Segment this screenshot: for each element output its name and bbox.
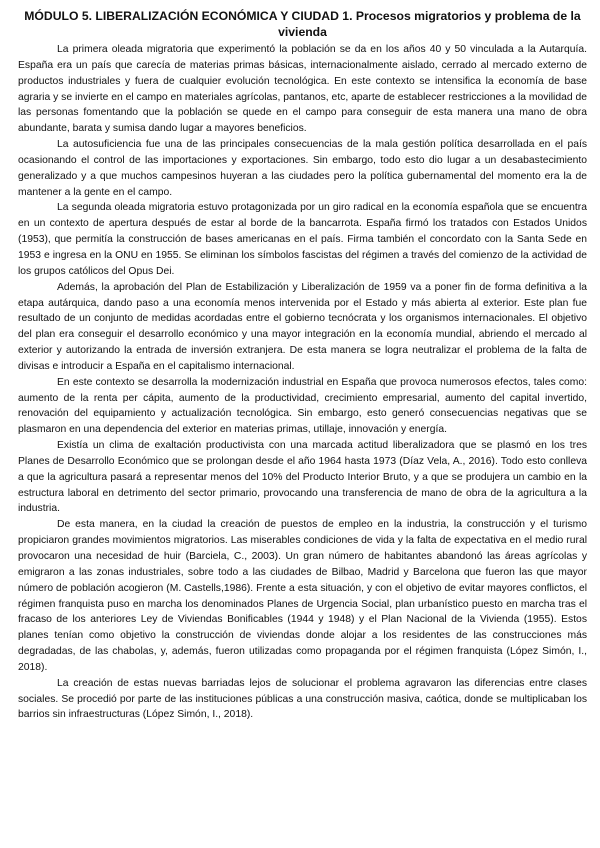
document-title: MÓDULO 5. LIBERALIZACIÓN ECONÓMICA Y CIUDAD 1. Procesos migratorios y problema de la vivienda	[24, 9, 581, 39]
paragraph-1: La primera oleada migratoria que experimentó la población se da en los años 40 y 50 vinculada a la Autarquía. España era un país que carecía de materias primas básicas, internacionalmente aislado, cerrado al mercado externo de productos industriales y fuera de cualquier evolución tecnológica. En este contexto se intensifica la economía de base agraria y se invierte en el campo en materiales agrícolas, pantanos, etc, aparte de establecer restricciones a la movilidad de las personas fomentando que la población se quede en el campo para conseguir de esta manera una mano de obra abundante, barata y sumisa dando lugar a mayores beneficios.	[18, 44, 587, 135]
paragraph-8: La creación de estas nuevas barriadas lejos de solucionar el problema agravaron las diferencias entre clases sociales. Se procedió por parte de las instituciones públicas a una construcción masiva, caótica, donde se multiplicaban los barrios sin infraestructuras (López Simón, I., 2018).	[18, 677, 587, 721]
paragraph-5: En este contexto se desarrolla la modernización industrial en España que provoca numerosos efectos, tales como: aumento de la renta per cápita, aumento de la productividad, crecimiento empresarial, aumento del capital invertido, renovación del equipamiento y actualización tecnológica. Sin embargo, esto generó consecuencias negativas que se plasmaron en una dependencia del exterior en materias primas, utillaje, innovación y energía.	[18, 376, 587, 436]
paragraph-2: La autosuficiencia fue una de las principales consecuencias de la mala gestión política desarrollada en el país ocasionando el control de las importaciones y exportaciones. Sin embargo, todo esto dio lugar a un desabastecimiento generalizado y a que muchos campesinos huyeran a las ciudades pero la política gubernamental del momento era la de mantener a la gente en el campo.	[18, 139, 587, 198]
paragraph-3: La segunda oleada migratoria estuvo protagonizada por un giro radical en la economía española que se encuentra en un contexto de apertura después de estar al borde de la bancarrota. España firmó los tratados con Estados Unidos (1953), que permitía la construcción de bases americanas en el país. Firma también el concordato con la Santa Sede en 1953 e ingresa en la ONU en 1955. Se eliminan los símbolos fascistas del régimen a través del comienzo de la actividad de los grupos católicos del Opus Dei.	[18, 202, 587, 277]
paragraph-4: Además, la aprobación del Plan de Estabilización y Liberalización de 1959 va a poner fin de forma definitiva a la etapa autárquica, dando paso a una economía menos intervenida por el Estado y más abierta al exterior. Este plan fue resultado de un conjunto de medidas acordadas entre el gobierno tecnócrata y los organismos internacionales. El objetivo del plan era conseguir el desarrollo económico y una mayor integración en la economía mundial, abriendo el mercado al exterior y autorizando la entrada de inversión extranjera. De esta manera se logra neutralizar el problema de la falta de divisas e introducir a España en el capitalismo internacional.	[18, 281, 587, 372]
paragraph-6: Existía un clima de exaltación productivista con una marcada actitud liberalizadora que se plasmó en los tres Planes de Desarrollo Económico que se prolongan desde el año 1964 hasta 1973 (Díaz Vela, A., 2016). Todo esto conlleva a que la agricultura pasará a representar menos del 10% del Producto Interior Bruto, y a que se produjera un cambio en la estructura laboral en detrimento del sector primario, provocando una transferencia de mano de obra de la agricultura a la industria.	[18, 440, 587, 515]
paragraph-7: De esta manera, en la ciudad la creación de puestos de empleo en la industria, la construcción y el turismo propiciaron grandes movimientos migratorios. Las miserables condiciones de vida y la falta de expectativa en el medio rural provocaron una necesidad de huir (Barciela, C., 2003). Un gran número de habitantes abandonó las áreas agrícolas y emigraron a las zonas industriales, sobre todo a las ciudades de Bilbao, Madrid y Barcelona que fueron las que mayor número de población acogieron (M. Castells,1986). Frente a esta situación, y con el objetivo de evitar mayores conflictos, el régimen franquista puso en marcha los denominados Planes de Urgencia Social, plan urbanístico puesto en marcha tras el fracaso de los anteriores Ley de Viviendas Bonificables (1944 y 1948) y el Plan Nacional de la Vivienda (1955). Estos planes tenían como objetivo la construcción de viviendas donde alojar a los residentes de las construcciones más degradadas, de las chabolas, y, además, fueron utilizadas como propaganda por el régimen franquista (López Simón, I., 2018).	[18, 519, 587, 673]
